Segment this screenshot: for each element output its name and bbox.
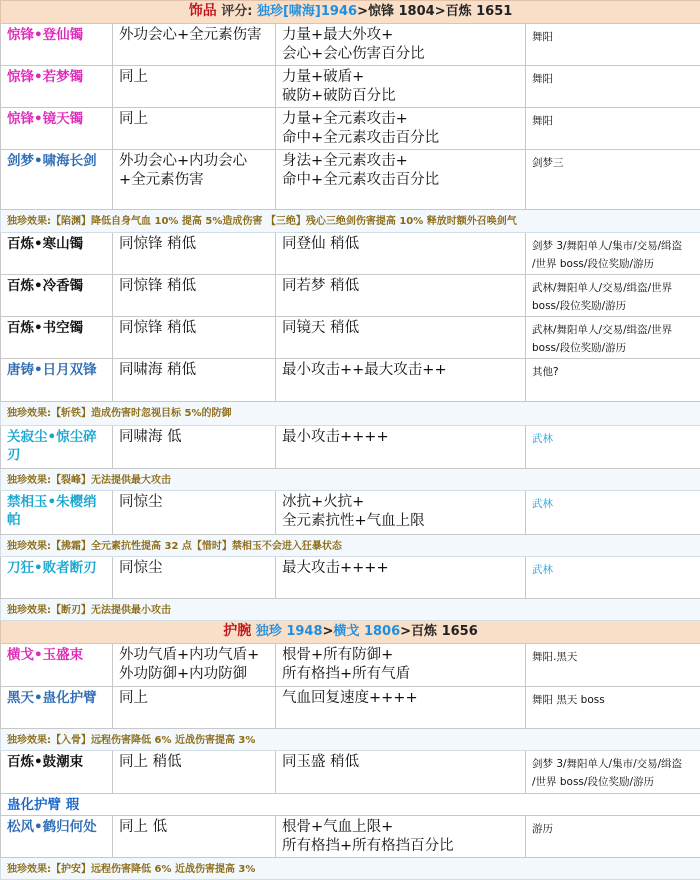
table-row (1, 557, 700, 599)
item-name: 横戈•玉盛束 (1, 644, 113, 687)
item-name: 百炼•冷香镯 (1, 275, 113, 317)
item-source: 武林/舞阳单人/交易/缉盗/世界 boss/段位奖励/游历 (526, 275, 700, 317)
item-stat-main: 同啸海 稍低 (113, 359, 276, 402)
bracer-header-cell (1, 621, 700, 644)
table-row (1, 794, 700, 816)
item-source: 舞阳 (526, 108, 700, 150)
item-stat-main: 同惊锋 稍低 (113, 317, 276, 359)
tier-jingfeng: 惊锋 1804 (368, 4, 435, 19)
effect-row (1, 599, 700, 621)
item-stat-sub: 最小攻击++++ (276, 426, 526, 469)
tier-bailian: 百炼 1656 (411, 624, 478, 639)
effect-text: 独珍效果:【入骨】远程伤害降低 6% 近战伤害提高 3% (1, 729, 700, 751)
item-stat-main: 同上 (113, 687, 276, 729)
item-name: 唐铸•日月双锋 (1, 359, 113, 402)
table-row (1, 275, 700, 317)
gt-sign: > (323, 624, 334, 639)
item-name: 松风•鹤归何处 (1, 816, 113, 858)
item-source: 剑梦三 (526, 150, 700, 210)
item-name: 禁相玉•朱樱绡帕 (1, 491, 113, 535)
item-name: 剑梦•啸海长剑 (1, 150, 113, 210)
item-source: 游历 (526, 816, 700, 858)
effect-text: 独珍效果:【裂峰】无法提供最大攻击 (1, 469, 700, 491)
effect-text: 独珍效果:【护安】远程伤害降低 6% 近战伤害提高 3% (1, 858, 700, 880)
item-name: 刀狂•败者断刃 (1, 557, 113, 599)
item-stat-sub: 同登仙 稍低 (276, 233, 526, 275)
effect-text: 独珍效果:【断刃】无法提供最小攻击 (1, 599, 700, 621)
accessory-header-cell (1, 1, 700, 24)
accessory-section-header (1, 1, 700, 24)
item-name: 惊锋•登仙镯 (1, 24, 113, 66)
section-title: 饰品 (189, 3, 217, 19)
item-stat-main: 同上 稍低 (113, 751, 276, 794)
effect-row (1, 469, 700, 491)
item-source: 武林 (526, 557, 700, 599)
item-name: 百炼•寒山镯 (1, 233, 113, 275)
item-stat-main: 同惊锋 稍低 (113, 233, 276, 275)
tier-bailian: 百炼 1651 (446, 4, 513, 19)
effect-text: 独珍效果:【拂霜】全元素抗性提高 32 点【惜时】禁相玉不会进入狂暴状态 (1, 535, 700, 557)
item-stat-sub: 最小攻击++最大攻击++ (276, 359, 526, 402)
table-row (1, 24, 700, 66)
item-stat-sub: 根骨+气血上限+ 所有格挡+所有格挡百分比 (276, 816, 526, 858)
effect-text: 独珍效果:【斩铁】造成伤害时忽视目标 5%的防御 (1, 402, 700, 426)
gt-sign: > (435, 4, 446, 19)
item-source: 武林 (526, 491, 700, 535)
item-stat-main: 同上 低 (113, 816, 276, 858)
item-stat-sub: 力量+全元素攻击+ 命中+全元素攻击百分比 (276, 108, 526, 150)
item-stat-sub: 冰抗+火抗+ 全元素抗性+气血上限 (276, 491, 526, 535)
item-name: 黑天•蛊化护臂 (1, 687, 113, 729)
item-source: 剑梦 3/舞阳单人/集市/交易/缉盗 /世界 boss/段位奖励/游历 (526, 751, 700, 794)
tier-unique: 独珍 1948 (256, 624, 323, 639)
item-source: 舞阳 黑天 boss (526, 687, 700, 729)
item-stat-sub (276, 794, 526, 816)
item-stat-sub: 同镜天 稍低 (276, 317, 526, 359)
effect-row (1, 729, 700, 751)
item-stat-sub: 同若梦 稍低 (276, 275, 526, 317)
item-source: 舞阳.黑天 (526, 644, 700, 687)
item-source: 武林/舞阳单人/交易/缉盗/世界 boss/段位奖励/游历 (526, 317, 700, 359)
item-stat-sub: 力量+最大外攻+ 会心+会心伤害百分比 (276, 24, 526, 66)
table-row (1, 359, 700, 402)
item-stat-main: 同上 (113, 108, 276, 150)
effect-text: 独珍效果:【陷渊】降低自身气血 10% 提高 5%造成伤害 【三绝】残心三绝剑伤害提高 10% 释放时额外召唤剑气 (1, 210, 700, 233)
score-label: 评分: (221, 4, 252, 19)
item-source: 其他? (526, 359, 700, 402)
item-stat-main: 同上 (113, 66, 276, 108)
table-row (1, 150, 700, 210)
tier-unique: 独珍[啸海]1946 (257, 4, 357, 19)
item-name: 百炼•鼓潮束 (1, 751, 113, 794)
item-stat-main: 同惊锋 稍低 (113, 275, 276, 317)
table-row (1, 816, 700, 858)
item-source: 舞阳 (526, 24, 700, 66)
item-stat-main: 同惊尘 (113, 557, 276, 599)
item-stat-sub: 同玉盛 稍低 (276, 751, 526, 794)
tier-hengge: 横戈 1806 (333, 624, 400, 639)
table-row (1, 66, 700, 108)
item-source: 武林 (526, 426, 700, 469)
item-source (526, 794, 700, 816)
item-stat-sub: 气血回复速度++++ (276, 687, 526, 729)
table-row (1, 233, 700, 275)
effect-row (1, 535, 700, 557)
item-name: 关寂尘•惊尘碎刃 (1, 426, 113, 469)
item-source: 舞阳 (526, 66, 700, 108)
table-row (1, 108, 700, 150)
table-row (1, 751, 700, 794)
item-name: 百炼•书空镯 (1, 317, 113, 359)
item-stat-main: 外功会心+全元素伤害 (113, 24, 276, 66)
item-stat-sub: 最大攻击++++ (276, 557, 526, 599)
section-title: 护腕 (223, 623, 251, 639)
item-stat-main: 同啸海 低 (113, 426, 276, 469)
effect-row (1, 402, 700, 426)
item-name: 惊锋•若梦镯 (1, 66, 113, 108)
table-row (1, 687, 700, 729)
item-stat-main: 同惊尘 (113, 491, 276, 535)
item-name: 蛊化护臂 瑕 (1, 794, 113, 816)
table-row (1, 426, 700, 469)
item-stat-sub: 根骨+所有防御+ 所有格挡+所有气盾 (276, 644, 526, 687)
table-row (1, 491, 700, 535)
table-row (1, 644, 700, 687)
item-stat-main: 外功气盾+内功气盾+ 外功防御+内功防御 (113, 644, 276, 687)
item-stat-sub: 力量+破盾+ 破防+破防百分比 (276, 66, 526, 108)
item-stat-sub: 身法+全元素攻击+ 命中+全元素攻击百分比 (276, 150, 526, 210)
table-row (1, 317, 700, 359)
gt-sign: > (400, 624, 411, 639)
gt-sign: > (357, 4, 368, 19)
bracer-section-header (1, 621, 700, 644)
item-stat-main (113, 794, 276, 816)
item-source: 剑梦 3/舞阳单人/集市/交易/缉盗 /世界 boss/段位奖励/游历 (526, 233, 700, 275)
item-name: 惊锋•镜天镯 (1, 108, 113, 150)
effect-row (1, 858, 700, 880)
item-stat-main: 外功会心+内功会心 +全元素伤害 (113, 150, 276, 210)
effect-row (1, 210, 700, 233)
